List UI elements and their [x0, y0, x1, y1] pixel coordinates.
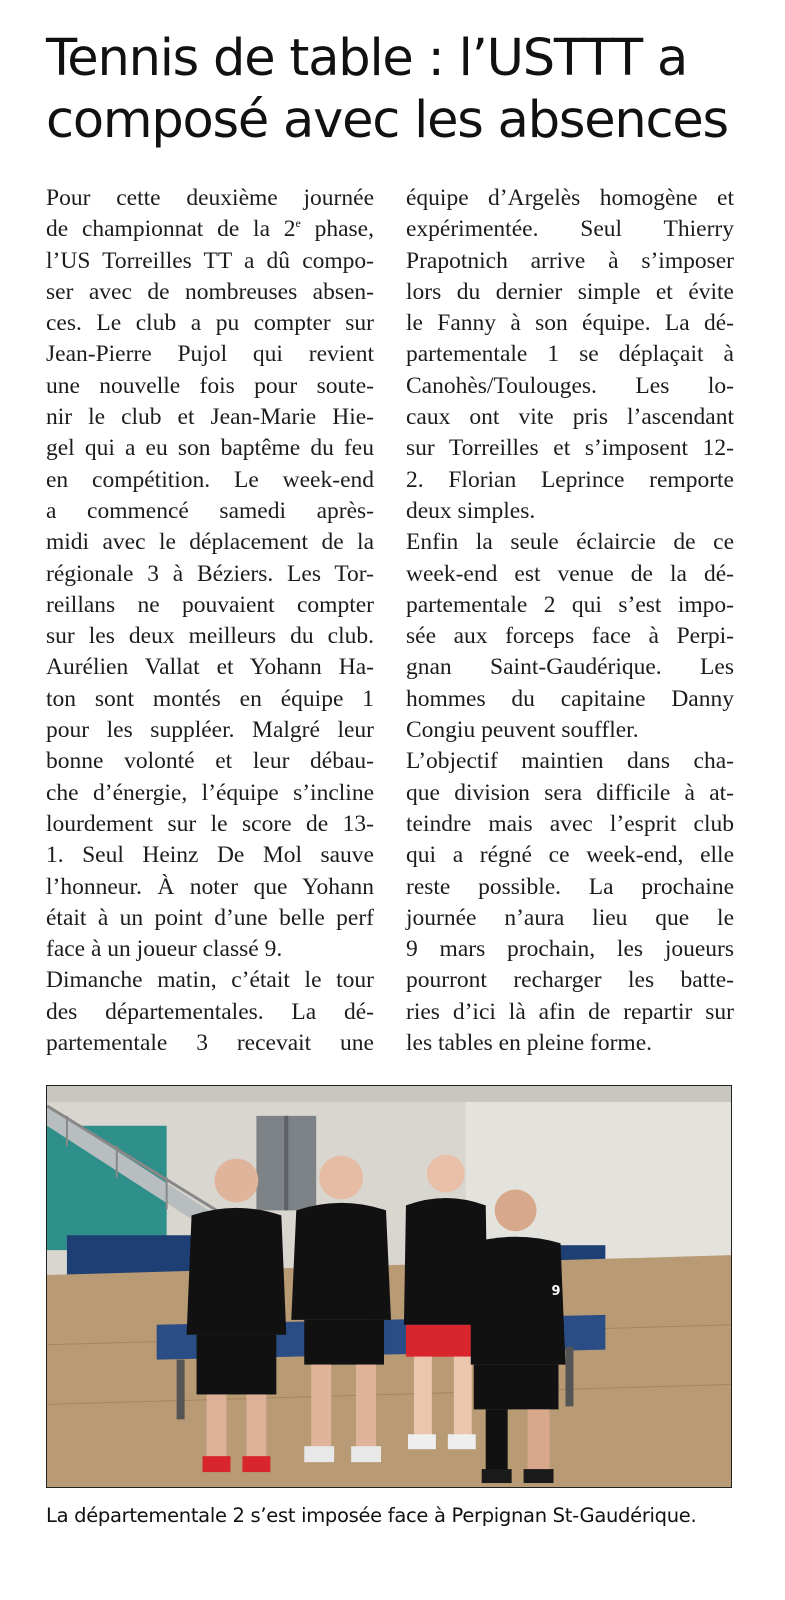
text-line: une nouvelle fois pour soute-: [46, 372, 374, 399]
text-line: Jean-Pierre Pujol qui revient: [46, 341, 374, 368]
team-photo-illustration: [47, 1086, 731, 1487]
text-line: l’honneur. À noter que Yohann: [46, 873, 374, 900]
text-line: lors du dernier simple et évite: [406, 278, 734, 305]
text-line: 9 mars prochain, les joueurs: [406, 936, 734, 963]
player-leg: [486, 1409, 508, 1471]
text-fragment: phase,: [300, 216, 374, 243]
text-line: en compétition. Le week-end: [46, 466, 374, 493]
text-line: ries d’ici là afin de repartir sur: [406, 998, 734, 1025]
text-line: teindre mais avec l’esprit club: [406, 810, 734, 837]
player-leg: [454, 1357, 472, 1437]
player-head: [427, 1155, 465, 1193]
article-column-right: [406, 183, 734, 1059]
text-line: midi avec le déplacement de la: [46, 529, 374, 556]
text-line: des départementales. La dé-: [46, 998, 374, 1025]
jersey-number: 9: [551, 1283, 561, 1299]
text-line: Prapotnich arrive à s’imposer: [406, 247, 734, 274]
text-line: équipe d’Argelès homogène et: [406, 185, 734, 211]
player-jersey: [187, 1208, 287, 1335]
text-line: gel qui a eu son baptême du feu: [46, 435, 374, 462]
text-line: régionale 3 à Béziers. Les Tor-: [46, 560, 374, 587]
text-line: partementale 1 se déplaçait à: [406, 341, 734, 368]
text-line: 2. Florian Leprince remporte: [406, 466, 734, 493]
text-line: journée n’aura lieu que le: [406, 904, 734, 931]
player-leg: [528, 1409, 550, 1471]
player-leg: [356, 1365, 376, 1450]
text-line: que division sera difficile à at-: [406, 779, 734, 806]
text-line: sur Torreilles et s’imposent 12-: [406, 435, 734, 462]
ceiling-beam: [47, 1086, 731, 1102]
text-line: ser avec de nombreuses absen-: [46, 278, 374, 305]
text-line: expérimentée. Seul Thierry: [406, 216, 734, 243]
player-jersey: [291, 1203, 391, 1320]
headline-line-2: composé avec les absences: [46, 91, 728, 150]
text-line: Enfin la seule éclaircie de ce: [406, 529, 734, 556]
player-shoe: [408, 1434, 436, 1449]
text-line: reillans ne pouvaient compter: [46, 591, 374, 618]
text-line: l’US Torreilles TT a dû compo-: [46, 247, 374, 274]
player-leg: [311, 1365, 331, 1450]
photo-caption: La départementale 2 s’est imposée face à Perpignan St-Gaudérique.: [46, 1504, 697, 1527]
player-head: [215, 1159, 259, 1203]
text-line: pour les suppléer. Malgré leur: [46, 717, 374, 744]
text-line: 1. Seul Heinz De Mol sauve: [46, 842, 374, 869]
text-line: Aurélien Vallat et Yohann Ha-: [46, 654, 374, 681]
text-line: était à un point d’une belle perf: [46, 904, 374, 931]
player-head: [319, 1156, 363, 1200]
text-line: gnan Saint-Gaudérique. Les: [406, 654, 734, 681]
text-line: les tables en pleine forme.: [406, 1030, 653, 1057]
player-shoe: [203, 1456, 231, 1472]
text-line: deux simples.: [406, 497, 536, 524]
player-shorts: [197, 1335, 277, 1395]
text-line: Pour cette deuxième journée: [46, 185, 374, 211]
text-line: ton sont montés en équipe 1: [46, 685, 374, 712]
text-line: le Fanny à son équipe. La dé-: [406, 310, 734, 337]
text-line: lourdement sur le score de 13-: [46, 810, 374, 837]
table-leg: [565, 1347, 573, 1407]
text-line: caux ont vite pris l’ascendant: [406, 404, 734, 431]
text-line: face à un joueur classé 9.: [46, 936, 283, 963]
text-line: Canohès/Toulouges. Les lo-: [406, 372, 734, 399]
player-jersey: [471, 1237, 566, 1365]
window-frame: [284, 1116, 288, 1211]
text-line: hommes du capitaine Danny: [406, 685, 734, 712]
team-photo: [46, 1085, 732, 1488]
text-line: ces. Le club a pu compter sur: [46, 310, 374, 337]
table-leg: [177, 1360, 185, 1420]
text-line: sur les deux meilleurs du club.: [46, 623, 374, 650]
player-leg: [246, 1394, 266, 1459]
player-shorts: [474, 1365, 559, 1410]
text-line: nir le club et Jean-Marie Hie-: [46, 404, 374, 431]
text-line: a commencé samedi après-: [46, 497, 374, 524]
text-line: Dimanche matin, c’était le tour: [46, 967, 374, 994]
text-line: [46, 214, 374, 245]
article-column-left: [46, 183, 374, 1059]
text-line: bonne volonté et leur débau-: [46, 748, 374, 775]
text-line: qui a régné ce week-end, elle: [406, 842, 734, 869]
headline-line-1: Tennis de table : l’USTTT a: [46, 29, 688, 88]
player-shorts: [304, 1320, 384, 1365]
player-shoe: [351, 1446, 381, 1462]
text-line: L’objectif maintien dans cha-: [406, 748, 734, 775]
player-leg: [414, 1357, 432, 1437]
text-line: reste possible. La prochaine: [406, 873, 734, 900]
text-line: sée aux forceps face à Perpi-: [406, 623, 734, 650]
player-leg: [207, 1394, 227, 1459]
player-shoe: [448, 1434, 476, 1449]
player-shoe: [242, 1456, 270, 1472]
text-line: partementale 3 recevait une: [46, 1030, 374, 1057]
player-shoe: [482, 1469, 512, 1483]
article-headline: [46, 28, 746, 152]
text-line: pourront recharger les batte-: [406, 967, 734, 994]
text-line: partementale 2 qui s’est impo-: [406, 591, 734, 618]
player-shoe: [524, 1469, 554, 1483]
text-line: Congiu peuvent souffler.: [406, 717, 639, 744]
text-line: week-end est venue de la dé-: [406, 560, 734, 587]
player-shoe: [304, 1446, 334, 1462]
superscript: e: [295, 216, 301, 231]
text-line: che d’énergie, l’équipe s’incline: [46, 779, 374, 806]
text-fragment: de championnat de la 2: [46, 216, 296, 243]
player-head: [495, 1189, 537, 1231]
